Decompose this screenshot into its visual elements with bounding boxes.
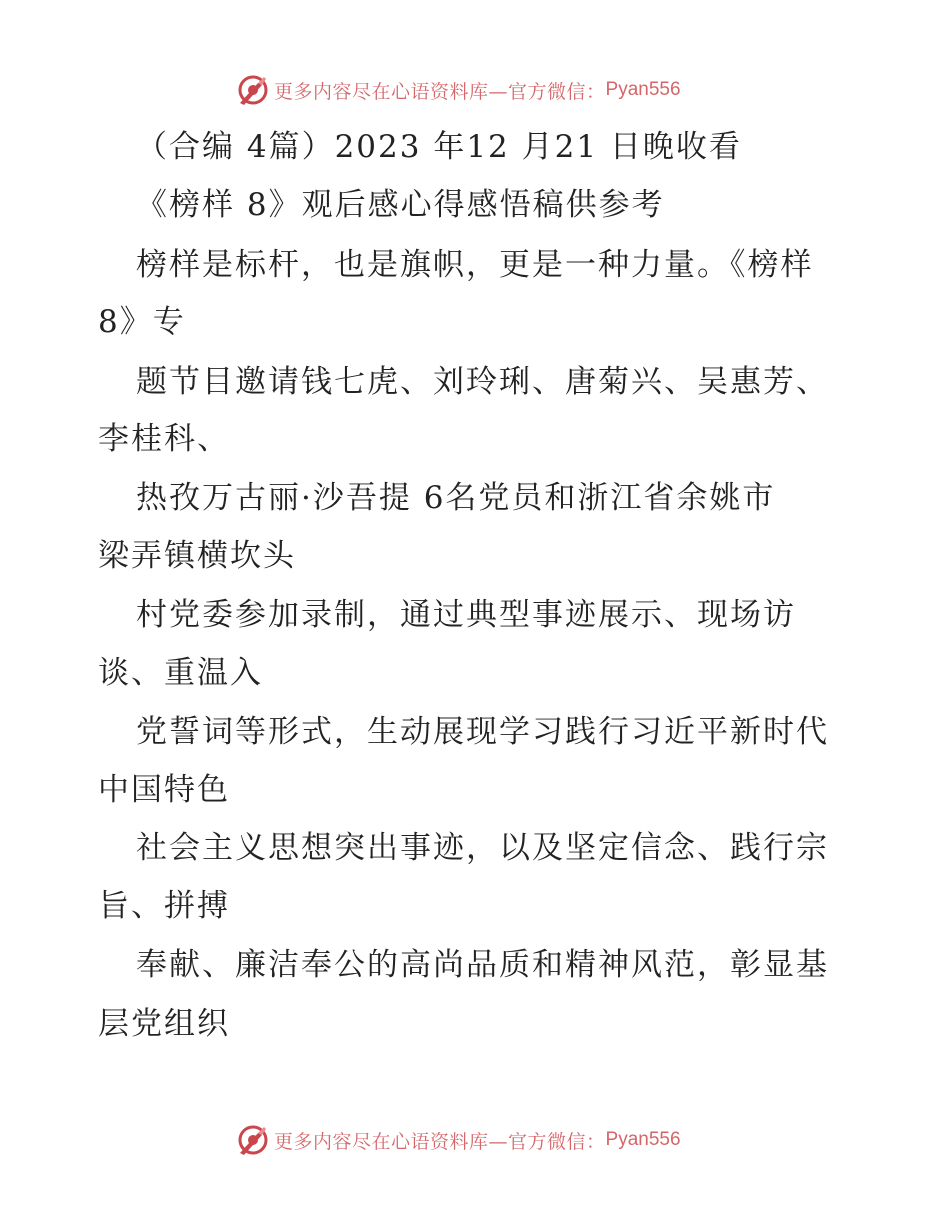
paragraph-line: 题节目邀请钱七虎、刘玲琍、唐菊兴、吴惠芳、 xyxy=(136,364,829,400)
paragraph-line: 热孜万古丽·沙吾提 6名党员和浙江省余姚市 xyxy=(136,480,776,516)
title-line-2: 《榜样 8》观后感心得感悟稿供参考 xyxy=(136,187,665,223)
paragraph-line: 层党组织 xyxy=(98,1006,230,1042)
pen-seal-logo-icon xyxy=(236,1123,270,1157)
paragraph-line: 中国特色 xyxy=(98,772,230,808)
header-watermark xyxy=(236,72,681,108)
watermark-wechat-id: Pyan556 xyxy=(605,1129,681,1150)
paragraph-line: 村党委参加录制，通过典型事迹展示、现场访 xyxy=(136,597,796,633)
paragraph-line: 奉献、廉洁奉公的高尚品质和精神风范，彰显基 xyxy=(136,947,829,983)
pen-seal-logo-icon xyxy=(236,73,270,107)
watermark-text: 更多内容尽在心语资料库—官方微信： xyxy=(274,80,606,103)
paragraph-line: 旨、拼搏 xyxy=(98,888,230,924)
paragraph-line: 梁弄镇横坎头 xyxy=(98,538,296,574)
paragraph-line: 党誓词等形式，生动展现学习践行习近平新时代 xyxy=(136,714,829,750)
paragraph-line: 社会主义思想突出事迹，以及坚定信念、践行宗 xyxy=(136,830,829,866)
paragraph-line: 榜样是标杆，也是旗帜，更是一种力量。《榜样 xyxy=(136,247,814,283)
paragraph-line: 8》专 xyxy=(98,304,186,340)
title-line-1: （合编 4篇）2023 年12 月21 日晚收看 xyxy=(136,129,742,165)
paragraph-line: 李桂科、 xyxy=(98,421,230,457)
footer-watermark xyxy=(236,1122,681,1158)
watermark-text: 更多内容尽在心语资料库—官方微信： xyxy=(274,1130,606,1153)
paragraph-line: 谈、重温入 xyxy=(98,655,263,691)
watermark-wechat-id: Pyan556 xyxy=(605,79,681,100)
